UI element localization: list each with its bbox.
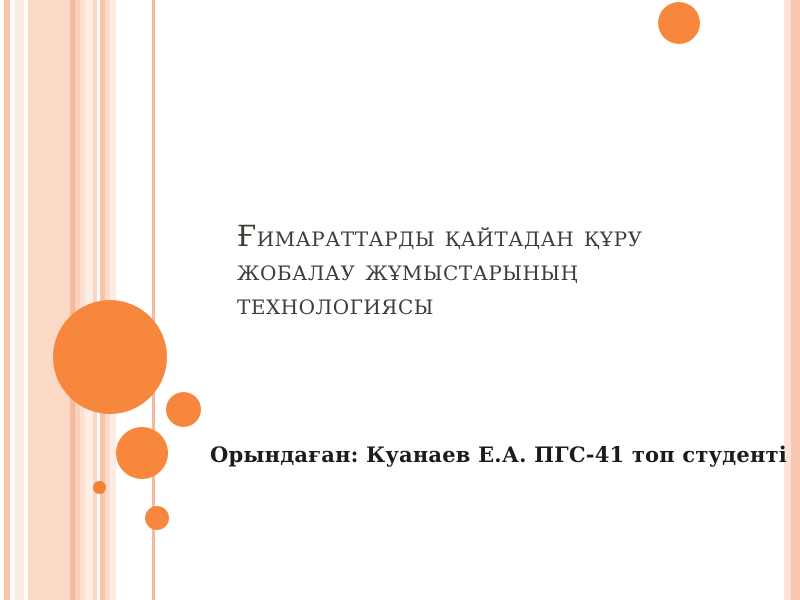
decorative-circle-small-bottom — [145, 506, 169, 530]
decorative-circle-mid-right — [166, 392, 201, 427]
slide-title — [237, 219, 737, 321]
slide-title-line-2: жобалау жұмыстарының — [237, 253, 579, 287]
right-stripe-band — [784, 0, 800, 600]
decorative-circle-top-right — [658, 2, 700, 44]
slide-subtitle: Орындаған: Куанаев Е.А. ПГС-41 топ студенті — [210, 442, 787, 467]
decorative-circle-medium — [116, 427, 168, 479]
decorative-circle-dot — [93, 481, 106, 494]
decorative-circle-large — [53, 300, 167, 414]
slide-title-line-3: технологиясы — [237, 287, 434, 321]
slide-title-line-1: Ғимараттарды қайтадан құру — [237, 219, 643, 253]
left-stripe-band — [0, 0, 160, 600]
